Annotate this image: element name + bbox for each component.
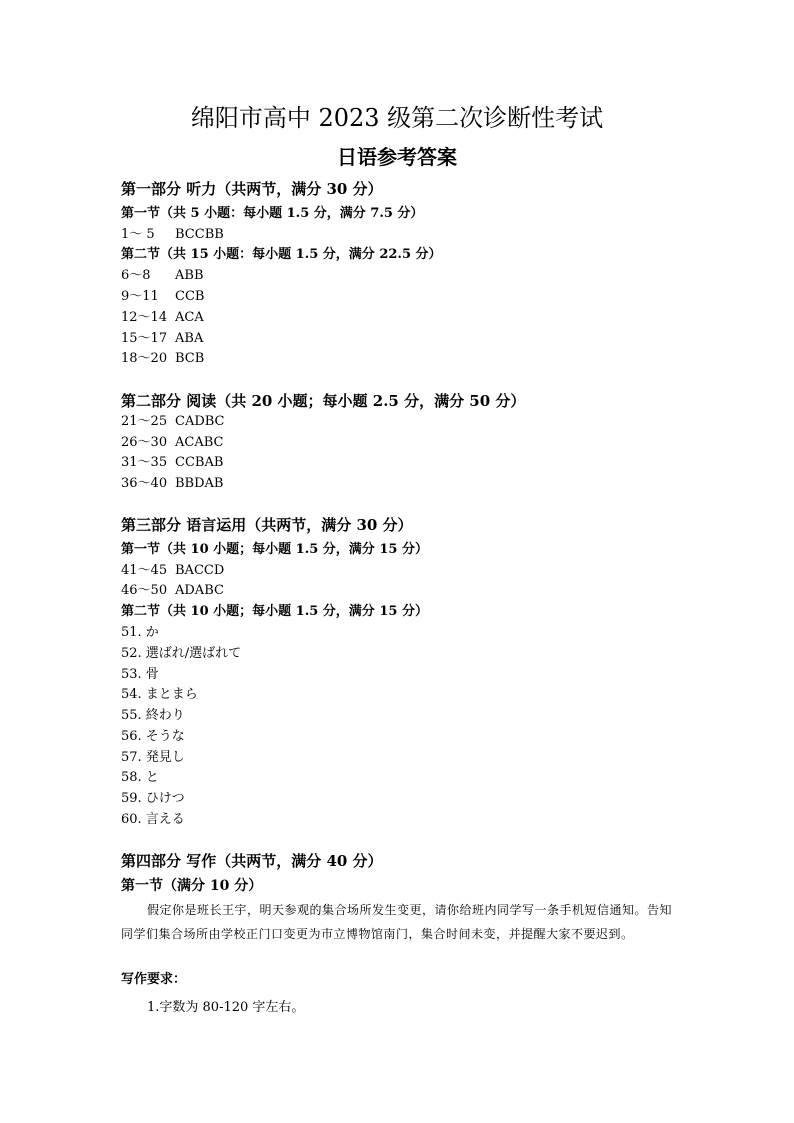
part3-heading: 第三部分 语言运用（共两节，满分 30 分）: [121, 516, 413, 534]
fill-answer-item: 59. ひけつ: [121, 791, 185, 806]
fill-answer-item: 60. 言える: [121, 812, 185, 827]
answer-row: [121, 582, 224, 600]
question-range: 6～8: [121, 268, 151, 283]
answer-letters: ABB: [175, 268, 204, 283]
writing-requirements-heading: 写作要求：: [121, 972, 187, 987]
question-range: 36～40: [121, 476, 168, 491]
question-range: 1～ 5: [121, 227, 155, 242]
fill-answer-item: 53. 骨: [121, 667, 159, 682]
question-range: 12～14: [121, 310, 168, 325]
part1-heading: 第一部分 听力（共两节，满分 30 分）: [121, 180, 383, 198]
part2-heading: 第二部分 阅读（共 20 小题；每小题 2.5 分，满分 50 分）: [121, 392, 526, 410]
part4-heading: 第四部分 写作（共两节，满分 40 分）: [121, 852, 383, 870]
answer-letters: BBDAB: [175, 476, 224, 491]
answer-letters: ABA: [175, 331, 204, 346]
answer-row: [121, 288, 204, 306]
writing-requirement-item: 1.字数为 80-120 字左右。: [147, 1000, 305, 1015]
fill-answer-item: 51. か: [121, 625, 159, 640]
answer-row: [121, 309, 204, 327]
part3-section1-heading: 第一节（共 10 小题；每小题 1.5 分，满分 15 分）: [121, 542, 428, 557]
answer-row: [121, 330, 203, 348]
answer-letters: BCB: [175, 351, 205, 366]
question-range: 26～30: [121, 435, 168, 450]
question-range: 15～17: [121, 331, 168, 346]
part1-section2-heading: 第二节（共 15 小题：每小题 1.5 分，满分 22.5 分）: [121, 247, 442, 262]
answer-row: [121, 475, 223, 493]
answer-letters: CCB: [175, 289, 205, 304]
fill-answer-item: 54. まとまら: [121, 687, 198, 702]
answer-row: [121, 226, 224, 244]
answer-letters: ADABC: [175, 583, 224, 598]
question-range: 41～45: [121, 563, 168, 578]
answer-row: [121, 562, 224, 580]
answer-row: [121, 413, 225, 431]
question-range: 21～25: [121, 414, 168, 429]
answer-row: [121, 267, 204, 285]
answer-row: [121, 454, 223, 472]
fill-answer-item: 57. 発見し: [121, 750, 185, 765]
fill-answer-item: 56. そうな: [121, 729, 185, 744]
answer-letters: ACA: [175, 310, 204, 325]
fill-answer-item: 52. 選ばれ/選ばれて: [121, 646, 242, 661]
answer-row: [121, 350, 204, 368]
exam-subtitle: 日语参考答案: [337, 145, 457, 169]
part3-section2-heading: 第二节（共 10 小题；每小题 1.5 分，满分 15 分）: [121, 604, 428, 619]
writing-prompt: 假定你是班长王宇，明天参观的集合场所发生变更，请你给班内同学写一条手机短信通知。告知同学们集合场所由学校正门口变更为市立博物馆南门，集合时间未变，并提醒大家不要迟到。: [121, 903, 673, 941]
answer-letters: BCCBB: [175, 227, 224, 242]
part4-section1-heading: 第一节（满分 10 分）: [121, 878, 263, 894]
question-range: 18～20: [121, 351, 168, 366]
answer-letters: CADBC: [175, 414, 225, 429]
answer-letters: CCBAB: [175, 455, 224, 470]
part1-section1-heading: 第一节（共 5 小题：每小题 1.5 分，满分 7.5 分）: [121, 206, 424, 221]
question-range: 31～35: [121, 455, 168, 470]
answer-row: [121, 434, 223, 452]
answer-letters: ACABC: [175, 435, 224, 450]
fill-answer-item: 55. 終わり: [121, 708, 185, 723]
answer-letters: BACCD: [175, 563, 225, 578]
question-range: 9～11: [121, 289, 159, 304]
fill-answer-item: 58. と: [121, 770, 159, 785]
exam-title: 绵阳市高中 2023 级第二次诊断性考试: [190, 104, 604, 132]
question-range: 46～50: [121, 583, 168, 598]
